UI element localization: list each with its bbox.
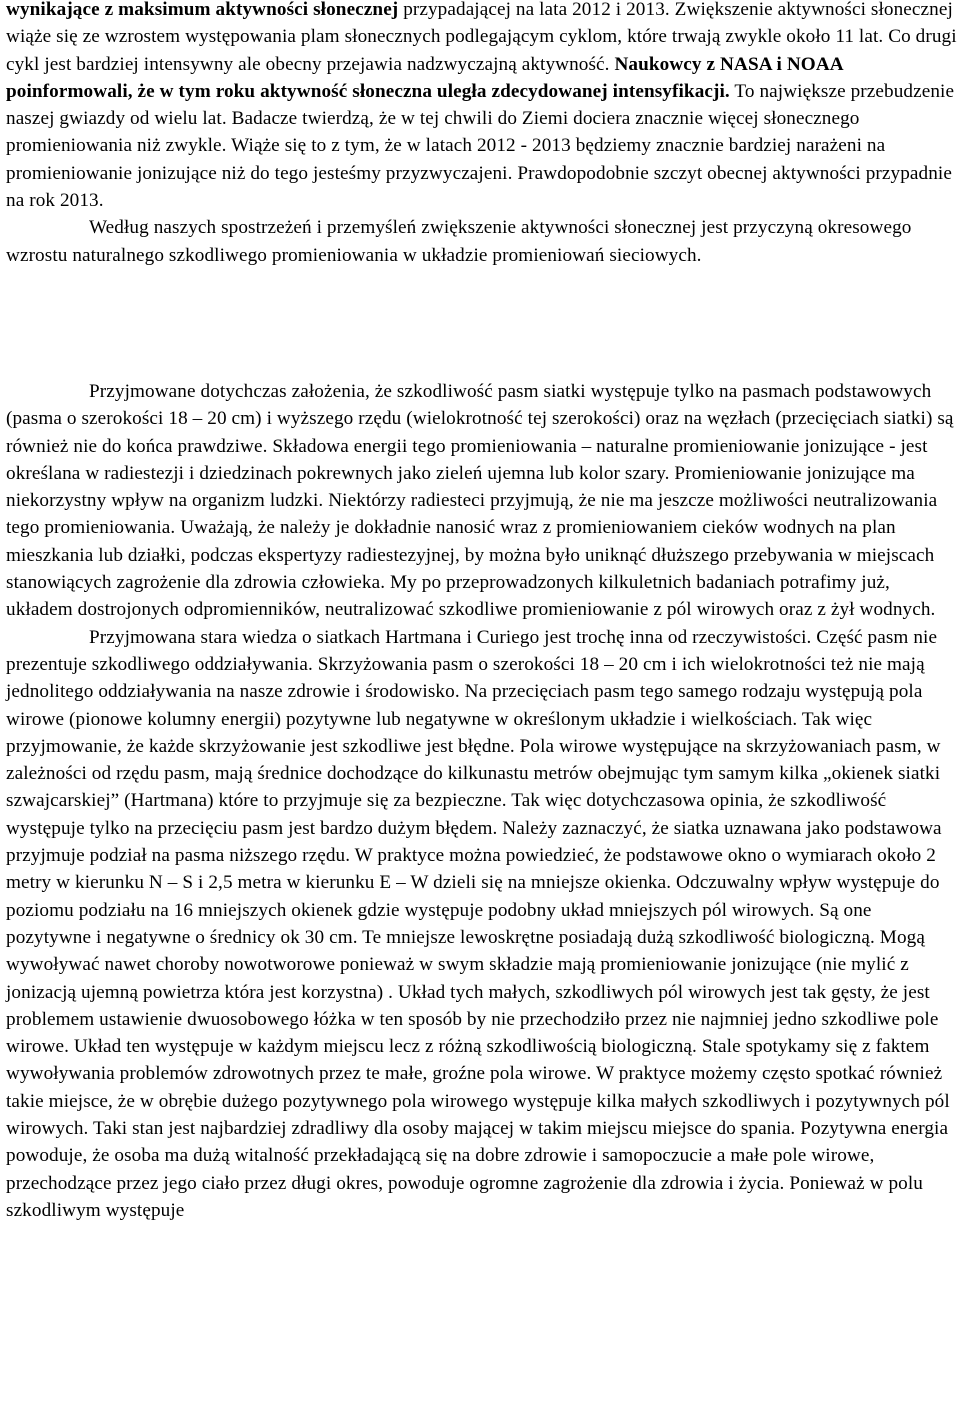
paragraph-solar-activity — [6, 0, 958, 214]
bold-phrase-nasa-noaa: Naukowcy z NASA i NOAA poinformowali, że w tym roku aktywność słoneczna uległa zdecydowanej intensyfikacji. — [6, 53, 843, 102]
text-solar-cycle: przypadającej na lata 2012 i 2013. Zwiększenie aktywności słonecznej wiąże się ze wzrostem występowania plam słonecznych podlegającym cyklom, które trwają zwykle około 11 lat. Co drugi cykl jest bardziej intensywny ale obecny przejawia nadzwyczajną aktywność. — [6, 0, 957, 75]
paragraph-hartmann-curie: Przyjmowana stara wiedza o siatkach Hartmana i Curiego jest trochę inna od rzeczywistości. Część pasm nie prezentuje szkodliwego oddziaływania. Skrzyżowania pasm o szerokości 18 – 20 cm i ich wielokrotności też nie mają jednolitego oddziaływania na nasze zdrowie i środowisko. Na przecięciach pasm tego samego rodzaju występują pola wirowe (pionowe kolumny energii) pozytywne lub negatywne w określonym układzie i wielkościach. Tak więc przyjmowanie, że każde skrzyżowanie jest szkodliwe jest błędne. Pola wirowe występujące na skrzyżowaniach pasm, w zależności od rzędu pasm, mają średnice dochodzące do kilkunastu metrów obejmując tym samym kilka „okienek siatki szwajcarskiej” (Hartmana) które to przyjmuje się za bezpieczne. Tak więc dotychczasowa opinia, że szkodliwość występuje tylko na przecięciu pasm jest bardzo dużym błędem. Należy zaznaczyć, że siatka uznawana jako podstawowa przyjmuje podział na pasma niższego rzędu. W praktyce można powiedzieć, że podstawowe okno o wymiarach około 2 metry w kierunku N – S i 2,5 metra w kierunku E – W dzieli się na mniejsze okienka. Odczuwalny wpływ występuje do poziomu podziału na 16 mniejszych okienek gdzie występuje podobny układ mniejszych pól wirowych. Są one pozytywne i negatywne o średnicy ok 30 cm. Te mniejsze lewoskrętne posiadają dużą szkodliwość biologiczną. Mogą wywoływać nawet choroby nowotworowe ponieważ w swym składzie mają promieniowanie jonizujące (nie mylić z jonizacją ujemną powietrza która jest korzystna) . Układ tych małych, szkodliwych pól wirowych jest tak gęsty, że jest problemem ustawienie dwuosobowego łóżka w ten sposób by nie przechodziło przez nie najmniej jedno szkodliwe pole wirowe. Układ ten występuje w każdym miejscu lecz z różną szkodliwością biologiczną. Stale spotykamy się z faktem wywoływania problemów zdrowotnych przez te małe, groźne pola wirowe. W praktyce możemy często spotkać również takie miejsce, że w obrębie dużego pozytywnego pola wirowego występuje kilka małych szkodliwych i pozytywnych pól wirowych. Taki stan jest najbardziej zdradliwy dla osoby mającej w takim miejscu miejsce do spania. Pozytywna energia powoduje, że osoba ma dużą witalność przekładającą się na dobre zdrowie i samopoczucie a małe pole wirowe, przechodzące przez jego ciało przez długi okres, powoduje ogromne zagrożenie dla zdrowia i życia. Ponieważ w polu szkodliwym występuje — [6, 626, 950, 1221]
text-block-top — [6, 0, 958, 269]
bold-phrase-solar-maximum: wynikające z maksimum aktywności słonecznej — [6, 0, 399, 20]
text-block-main — [6, 378, 958, 1224]
paragraph-grid-assumptions: Przyjmowane dotychczas założenia, że szkodliwość pasm siatki występuje tylko na pasmach podstawowych (pasma o szerokości 18 – 20 cm) i wyższego rzędu (wielokrotność tej szerokości) oraz na węzłach (przecięciach siatki) są również nie do końca prawdziwe. Składowa energii tego promieniowania – naturalne promieniowanie jonizujące - jest określana w radiestezji i dziedzinach pokrewnych jako zieleń ujemna lub kolor szary. Promieniowanie jonizujące ma niekorzystny wpływ na organizm ludzki. Niektórzy radiesteci przyjmują, że nie ma jeszcze możliwości neutralizowania tego promieniowania. Uważają, że należy je dokładnie nanosić wraz z promieniowaniem cieków wodnych na plan mieszkania lub działki, podczas ekspertyzy radiestezyjnej, by można było uniknąć dłuższego przebywania w miejscach stanowiących zagrożenie dla zdrowia człowieka. My po przeprowadzonych kilkuletnich badaniach potrafimy już, układem dostrojonych odpromienników, neutralizować szkodliwe promieniowanie z pól wirowych oraz z żył wodnych. — [6, 381, 954, 621]
paragraph-observations: Według naszych spostrzeżeń i przemyśleń zwiększenie aktywności słonecznej jest przyczyną okresowego wzrostu naturalnego szkodliwego promieniowania w układzie promieniowań sieciowych. — [6, 217, 912, 266]
text-radiation-exposure: To największe przebudzenie naszej gwiazdy od wielu lat. Badacze twierdzą, że w tej chwili do Ziemi dociera znacznie więcej słonecznego promieniowania niż zwykle. Wiąże się to z tym, że w latach 2012 - 2013 będziemy znacznie bardziej narażeni na promieniowanie jonizujące niż do tego jesteśmy przyzwyczajeni. Prawdopodobnie szczyt obecnej aktywności przypadnie na rok 2013. — [6, 80, 955, 212]
